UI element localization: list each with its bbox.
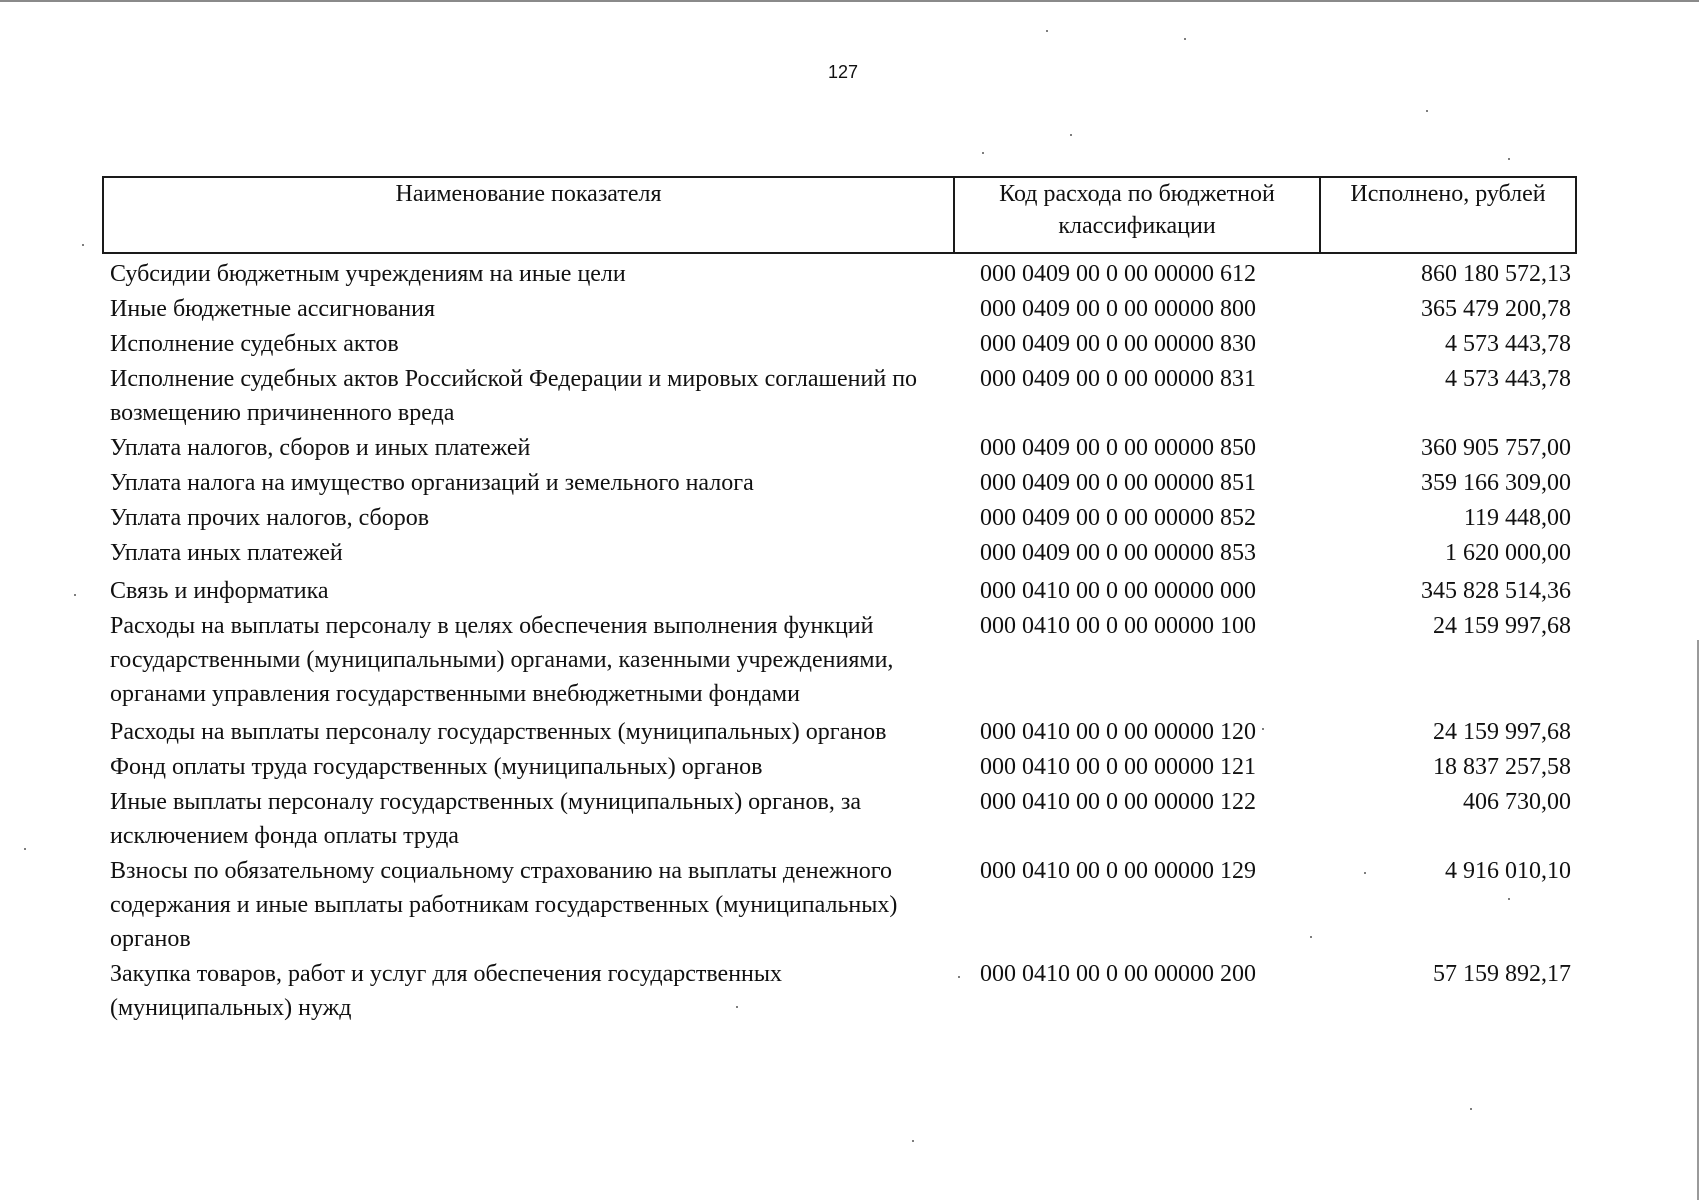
table-row [103, 571, 1576, 609]
indicator-name: Взносы по обязательному социальному страхованию на выплаты денежного содержания и иные выплаты работникам государственных (муниципальных) органов [110, 858, 898, 952]
executed-amount: 359 166 309,00 [1421, 470, 1571, 496]
scan-speck [1470, 1108, 1472, 1110]
table-row [103, 501, 1576, 536]
table-row [103, 362, 1576, 431]
budget-code: 000 0409 00 0 00 00000 852 [980, 505, 1256, 531]
scan-speck [1070, 134, 1072, 136]
executed-amount: 18 837 257,58 [1433, 754, 1571, 780]
table-row [103, 292, 1576, 327]
executed-amount: 360 905 757,00 [1421, 435, 1571, 461]
scan-speck [1426, 110, 1428, 112]
indicator-name: Закупка товаров, работ и услуг для обеспечения государственных (муниципальных) нужд [110, 961, 783, 1021]
table-header-row [103, 177, 1576, 253]
indicator-name: Связь и информатика [110, 578, 329, 604]
executed-amount: 1 620 000,00 [1445, 540, 1571, 566]
budget-code: 000 0410 00 0 00 00000 122 [980, 789, 1256, 815]
scan-speck [24, 848, 26, 850]
executed-amount: 860 180 572,13 [1421, 261, 1571, 287]
indicator-name: Фонд оплаты труда государственных (муниципальных) органов [110, 754, 763, 780]
budget-code: 000 0409 00 0 00 00000 831 [980, 366, 1256, 392]
budget-code: 000 0409 00 0 00 00000 800 [980, 296, 1256, 322]
budget-code: 000 0409 00 0 00 00000 830 [980, 331, 1256, 357]
budget-code: 000 0409 00 0 00 00000 851 [980, 470, 1256, 496]
table-row [103, 957, 1576, 1026]
executed-amount: 24 159 997,68 [1433, 613, 1571, 639]
scan-speck [982, 152, 984, 154]
budget-code: 000 0410 00 0 00 00000 000 [980, 578, 1256, 604]
header-budget-code: Код расхода по бюджетной классификации [954, 177, 1320, 253]
table-row [103, 431, 1576, 466]
table-row [103, 854, 1576, 957]
indicator-name: Иные бюджетные ассигнования [110, 296, 435, 322]
executed-amount: 57 159 892,17 [1433, 961, 1571, 987]
budget-code: 000 0409 00 0 00 00000 853 [980, 540, 1256, 566]
indicator-name: Расходы на выплаты персоналу в целях обеспечения выполнения функций государственными (муниципальными) органами, казенными учреждениями, органами управления государственными внебюджетными фондами [110, 613, 894, 707]
scan-speck [1184, 38, 1186, 40]
scan-top-edge [0, 0, 1699, 2]
executed-amount: 119 448,00 [1463, 505, 1571, 531]
table-row [103, 785, 1576, 854]
indicator-name: Субсидии бюджетным учреждениям на иные цели [110, 261, 626, 287]
executed-amount: 24 159 997,68 [1433, 719, 1571, 745]
budget-execution-table [102, 176, 1577, 1026]
budget-code: 000 0410 00 0 00 00000 121 [980, 754, 1256, 780]
scan-speck [1508, 158, 1510, 160]
header-executed-amount: Исполнено, рублей [1320, 177, 1576, 253]
table-row [103, 712, 1576, 750]
scan-speck [1046, 30, 1048, 32]
scan-speck [912, 1140, 914, 1142]
indicator-name: Уплата прочих налогов, сборов [110, 505, 430, 531]
budget-code: 000 0409 00 0 00 00000 612 [980, 261, 1256, 287]
budget-code: 000 0410 00 0 00 00000 200 [980, 961, 1256, 987]
budget-code: 000 0410 00 0 00 00000 120 [980, 719, 1256, 745]
table-row [103, 327, 1576, 362]
indicator-name: Иные выплаты персоналу государственных (муниципальных) органов, за исключением фонда оплаты труда [110, 789, 861, 849]
table-row [103, 253, 1576, 292]
table-row [103, 466, 1576, 501]
indicator-name: Уплата налога на имущество организаций и земельного налога [110, 470, 754, 496]
indicator-name: Исполнение судебных актов [110, 331, 399, 357]
executed-amount: 406 730,00 [1463, 789, 1571, 815]
indicator-name: Уплата иных платежей [110, 540, 343, 566]
budget-code: 000 0409 00 0 00 00000 850 [980, 435, 1256, 461]
indicator-name: Исполнение судебных актов Российской Федерации и мировых соглашений по возмещению причиненного вреда [110, 366, 918, 426]
table-row [103, 536, 1576, 571]
scan-speck [74, 594, 76, 596]
executed-amount: 4 916 010,10 [1445, 858, 1571, 884]
executed-amount: 345 828 514,36 [1421, 578, 1571, 604]
budget-code: 000 0410 00 0 00 00000 129 [980, 858, 1256, 884]
scan-speck [82, 244, 84, 246]
indicator-name: Уплата налогов, сборов и иных платежей [110, 435, 531, 461]
indicator-name: Расходы на выплаты персоналу государственных (муниципальных) органов [110, 719, 887, 745]
budget-code: 000 0410 00 0 00 00000 100 [980, 613, 1256, 639]
table-row [103, 609, 1576, 712]
header-indicator-name: Наименование показателя [103, 177, 954, 253]
executed-amount: 4 573 443,78 [1445, 331, 1571, 357]
page-number: 127 [827, 62, 859, 82]
executed-amount: 365 479 200,78 [1421, 296, 1571, 322]
executed-amount: 4 573 443,78 [1445, 366, 1571, 392]
table-row [103, 750, 1576, 785]
